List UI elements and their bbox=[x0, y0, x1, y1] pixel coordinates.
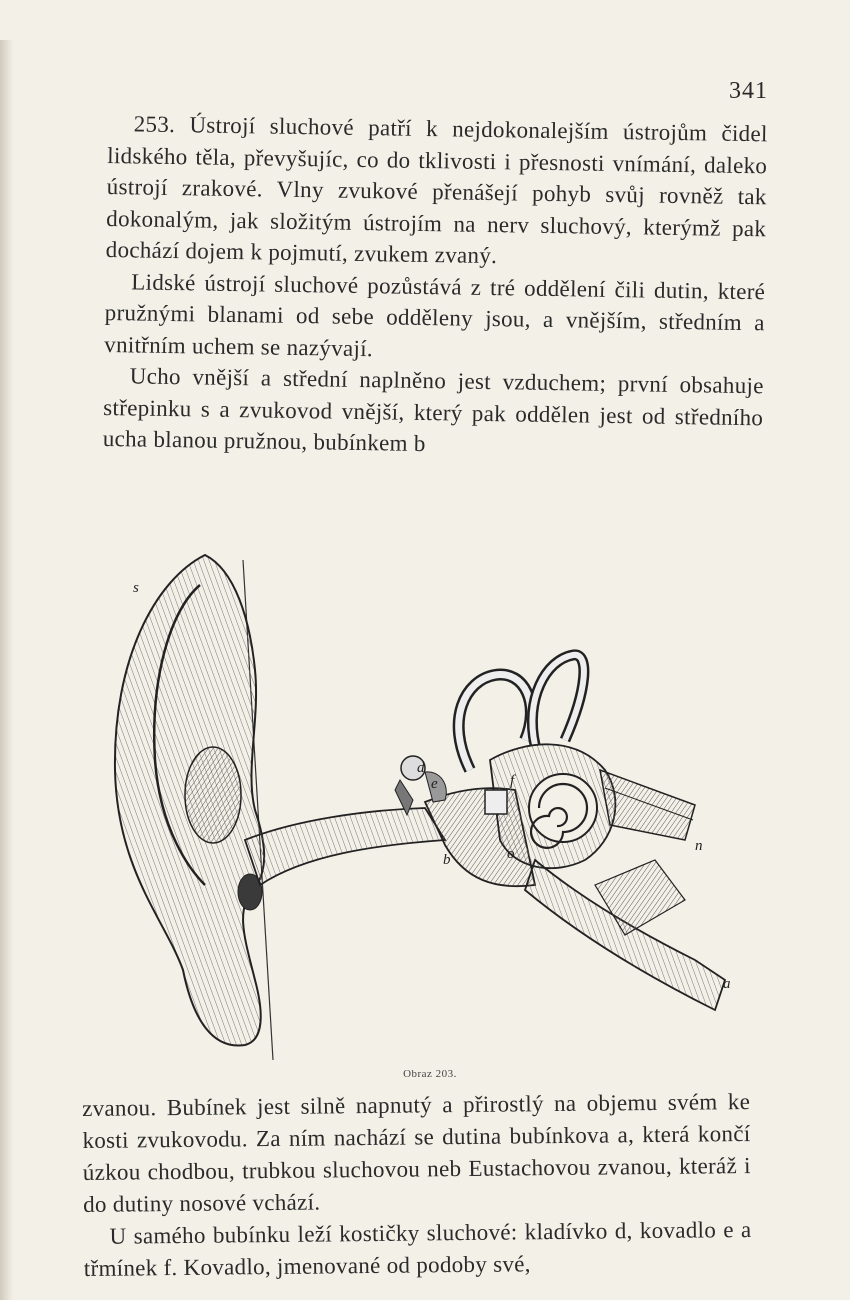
ear-anatomy-illustration bbox=[95, 540, 775, 1070]
ear-canal-shape bbox=[245, 808, 445, 885]
label-b: b bbox=[443, 852, 451, 868]
auditory-nerve-shape bbox=[600, 770, 695, 840]
label-f: f bbox=[510, 773, 515, 789]
paragraph-eardrum: zvanou. Bubínek jest silně napnutý a přirostlý na objemu svém ke kosti zvukovodu. Za ním nachází se dutina bubínkova a, která končí úzkou chodbou, trubkou sluchovou neb Eustachovou zvanou, kteráž i do dutiny nosové vchází. bbox=[82, 1089, 751, 1217]
top-text-block bbox=[103, 108, 768, 465]
label-d: d bbox=[417, 760, 425, 776]
label-n: n bbox=[695, 838, 703, 854]
bottom-text-block bbox=[82, 1086, 752, 1285]
label-a: a bbox=[723, 976, 731, 992]
concha-shape bbox=[185, 747, 241, 843]
figure-caption: Obraz 203. bbox=[403, 1068, 457, 1080]
label-e: e bbox=[431, 776, 438, 792]
paragraph-ossicles: U samého bubínku leží kostičky sluchové: kladívko d, kovadlo e a třmínek f. Kovadlo, jmenované od podoby své, bbox=[83, 1216, 752, 1281]
ear-anatomy-figure bbox=[95, 540, 775, 1070]
paragraph-outer-middle-ear: Ucho vnější a střední naplněno jest vzduchem; první obsahuje střepinku s a zvukovod vnější, který pak oddělen jest od středního ucha blanou pružnou, bubínkem b bbox=[102, 363, 764, 457]
label-s: s bbox=[133, 580, 139, 596]
page-number: 341 bbox=[729, 78, 768, 104]
label-o: o bbox=[507, 846, 515, 862]
paragraph-253: 253. Ústrojí sluchové patří k nejdokonalejším ústrojům čidel lidského těla, převyšujíc, co do tklivosti i přesnosti vnímání, daleko ústrojí zrakové. Vlny zvukové přenášejí pohyb svůj rovněž tak dokonalým, jak složitým ústrojím na nerv sluchový, kterýmž pak dochází dojem k pojmutí, zvukem zvaný. bbox=[105, 111, 768, 269]
paragraph-ear-divisions: Lidské ústrojí sluchové pozůstává z tré oddělení čili dutin, které pružnými blanami od sebe odděleny jsou, a vnějším, středním a vnitřním uchem se nazývají. bbox=[104, 268, 766, 361]
page-binding-edge bbox=[0, 40, 14, 1300]
